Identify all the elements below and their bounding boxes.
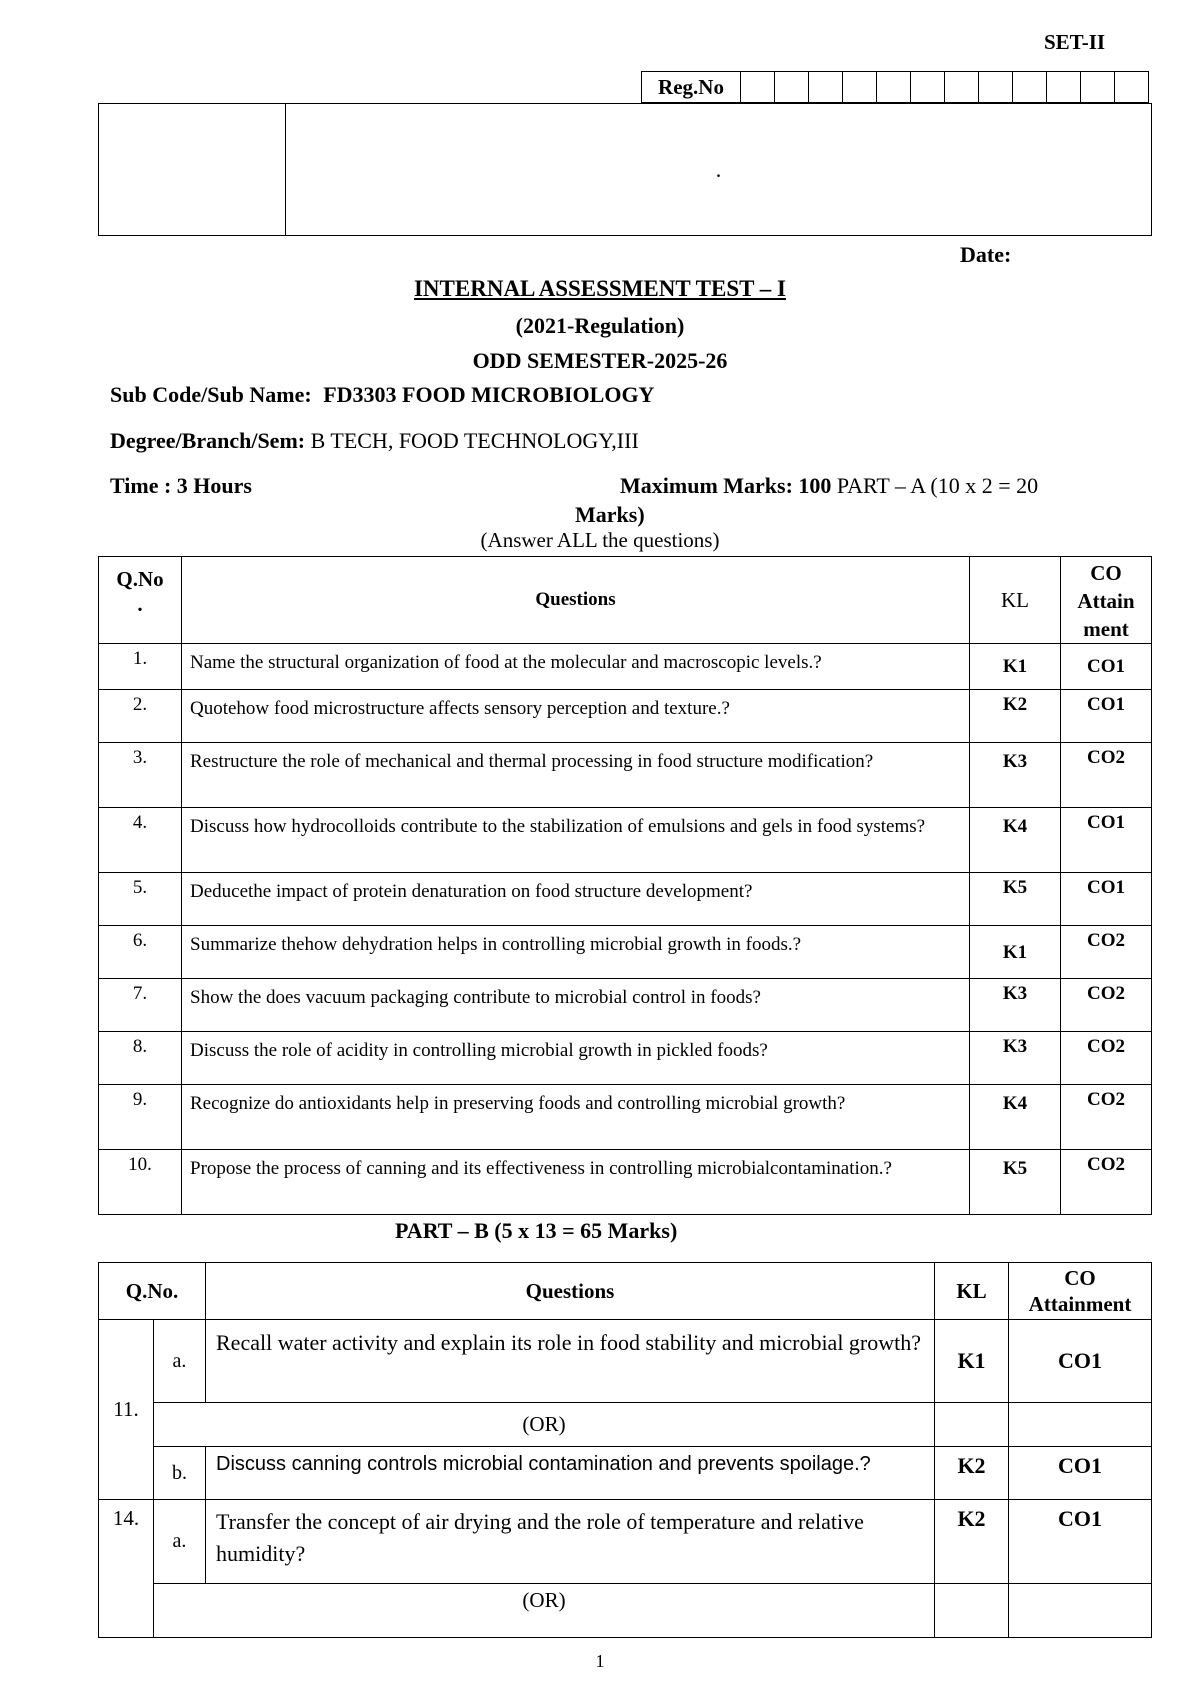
b-question-number: 11. (99, 1320, 154, 1500)
question-text: Name the structural organization of food at the molecular and macroscopic levels.? (182, 644, 970, 690)
question-text: Show the does vacuum packaging contribute to microbial control in foods? (182, 979, 970, 1032)
question-text: Discuss how hydrocolloids contribute to the stabilization of emulsions and gels in food systems? (182, 808, 970, 873)
question-text: Restructure the role of mechanical and thermal processing in food structure modification? (182, 743, 970, 808)
or-divider: (OR) (154, 1403, 935, 1447)
question-kl: K3 (970, 979, 1061, 1032)
table-row (99, 1500, 1152, 1584)
reg-digit-box[interactable] (1081, 72, 1115, 103)
degree-value: B TECH, FOOD TECHNOLOGY,III (310, 428, 639, 453)
or-kl-empty (935, 1403, 1009, 1447)
question-kl: K1 (970, 644, 1061, 690)
reg-digit-box[interactable] (1047, 72, 1081, 103)
sub-code-line (110, 382, 654, 408)
reg-digit-box[interactable] (1013, 72, 1047, 103)
reg-digit-box[interactable] (775, 72, 809, 103)
time-label: Time : 3 Hours (110, 473, 252, 498)
reg-digit-box[interactable] (741, 72, 775, 103)
reg-digit-box[interactable] (945, 72, 979, 103)
b-header-co-line1: CO (1064, 1266, 1096, 1290)
question-number: 1. (99, 644, 182, 690)
reg-no-table (641, 71, 1149, 103)
reg-no-label: Reg.No (642, 72, 741, 103)
question-number: 2. (99, 690, 182, 743)
question-kl: K5 (970, 873, 1061, 926)
or-co-empty (1009, 1403, 1152, 1447)
question-number: 9. (99, 1085, 182, 1150)
header-kl: KL (970, 557, 1061, 644)
sub-label: Sub Code/Sub Name: (110, 382, 312, 407)
header-qno-dot: . (137, 592, 143, 616)
question-number: 10. (99, 1150, 182, 1215)
answer-all: (Answer ALL the questions) (480, 528, 720, 552)
b-question-kl: K2 (935, 1500, 1009, 1584)
b-header-questions: Questions (206, 1263, 935, 1320)
table-row (99, 1447, 1152, 1500)
b-question-co: CO1 (1009, 1320, 1152, 1403)
reg-digit-box[interactable] (911, 72, 945, 103)
question-text: Quotehow food microstructure affects sensory perception and texture.? (182, 690, 970, 743)
header-box (98, 103, 1152, 236)
question-kl: K2 (970, 690, 1061, 743)
table-row (99, 1150, 1152, 1215)
question-co: CO1 (1061, 690, 1152, 743)
question-number: 8. (99, 1032, 182, 1085)
question-kl: K5 (970, 1150, 1061, 1215)
or-divider: (OR) (154, 1584, 935, 1638)
part-b-label: PART – B (5 x 13 = 65 Marks) (395, 1218, 678, 1243)
question-text: Summarize thehow dehydration helps in controlling microbial growth in foods.? (182, 926, 970, 979)
semester: ODD SEMESTER-2025-26 (472, 348, 728, 373)
b-header-qno: Q.No. (99, 1263, 206, 1320)
degree-label: Degree/Branch/Sem: (110, 428, 306, 453)
question-kl: K4 (970, 1085, 1061, 1150)
header-qno (99, 557, 182, 644)
set-label: SET-II (1044, 30, 1106, 54)
question-co: CO1 (1061, 808, 1152, 873)
reg-digit-box[interactable] (843, 72, 877, 103)
question-co: CO2 (1061, 1032, 1152, 1085)
question-number: 4. (99, 808, 182, 873)
b-header-kl: KL (935, 1263, 1009, 1320)
header-co (1061, 557, 1152, 644)
sub-value: FD3303 FOOD MICROBIOLOGY (323, 382, 655, 407)
table-row (99, 1085, 1152, 1150)
question-kl: K3 (970, 743, 1061, 808)
question-kl: K4 (970, 808, 1061, 873)
regulation: (2021-Regulation) (515, 313, 685, 338)
header-co-line3: ment (1083, 617, 1129, 641)
table-row (99, 690, 1152, 743)
part-a-table (98, 556, 1152, 1215)
question-co: CO2 (1061, 926, 1152, 979)
max-marks: Maximum Marks: 100 (620, 473, 832, 498)
reg-digit-box[interactable] (877, 72, 911, 103)
question-number: 3. (99, 743, 182, 808)
question-co: CO2 (1061, 743, 1152, 808)
question-number: 7. (99, 979, 182, 1032)
b-header-co-line2: Attainment (1028, 1292, 1132, 1316)
question-number: 5. (99, 873, 182, 926)
marks-line (620, 473, 1038, 499)
table-row (99, 808, 1152, 873)
b-question-number: 14. (99, 1500, 154, 1638)
degree-line (110, 428, 639, 454)
logo-cell (99, 104, 286, 236)
b-question-co: CO1 (1009, 1500, 1152, 1584)
table-row (99, 1032, 1152, 1085)
question-kl: K1 (970, 926, 1061, 979)
table-row (99, 743, 1152, 808)
or-co-empty (1009, 1584, 1152, 1638)
question-co: CO2 (1061, 1150, 1152, 1215)
b-header-co (1009, 1263, 1152, 1320)
question-co: CO1 (1061, 644, 1152, 690)
question-co: CO1 (1061, 873, 1152, 926)
table-row (99, 873, 1152, 926)
question-number: 6. (99, 926, 182, 979)
b-sub-label: b. (154, 1447, 206, 1500)
b-question-co: CO1 (1009, 1447, 1152, 1500)
header-co-line1: CO (1090, 561, 1122, 585)
header-co-line2: Attain (1077, 589, 1135, 613)
table-row (99, 644, 1152, 690)
question-text: Deducethe impact of protein denaturation on food structure development? (182, 873, 970, 926)
question-kl: K3 (970, 1032, 1061, 1085)
page-number: 1 (595, 1651, 605, 1671)
or-kl-empty (935, 1584, 1009, 1638)
header-qno-text: Q.No (116, 567, 164, 591)
question-text: Discuss the role of acidity in controlling microbial growth in pickled foods? (182, 1032, 970, 1085)
institution-text: . (715, 156, 722, 182)
question-text: Propose the process of canning and its effectiveness in controlling microbialcontamination.? (182, 1150, 970, 1215)
header-questions: Questions (182, 557, 970, 644)
b-question-text: Recall water activity and explain its role in food stability and microbial growth? (206, 1320, 935, 1403)
question-text: Recognize do antioxidants help in preserving foods and controlling microbial growth? (182, 1085, 970, 1150)
b-question-kl: K2 (935, 1447, 1009, 1500)
table-row (99, 979, 1152, 1032)
date-label: Date: (960, 242, 1012, 267)
b-question-text: Discuss canning controls microbial contamination and prevents spoilage.? (206, 1447, 935, 1500)
question-co: CO2 (1061, 979, 1152, 1032)
part-b-table (98, 1262, 1152, 1638)
question-co: CO2 (1061, 1085, 1152, 1150)
part-a-label: PART – A (10 x 2 = 20 (836, 473, 1039, 498)
reg-digit-box[interactable] (1115, 72, 1149, 103)
table-row (99, 1320, 1152, 1403)
exam-title: INTERNAL ASSESSMENT TEST – I (413, 276, 786, 301)
reg-digit-box[interactable] (809, 72, 843, 103)
b-question-kl: K1 (935, 1320, 1009, 1403)
b-sub-label: a. (154, 1320, 206, 1403)
reg-digit-box[interactable] (979, 72, 1013, 103)
b-sub-label: a. (154, 1500, 206, 1584)
table-row (99, 926, 1152, 979)
part-a-marks: Marks) (575, 502, 645, 527)
b-question-text: Transfer the concept of air drying and the role of temperature and relative humidity? (206, 1500, 935, 1584)
institution-cell (286, 104, 1152, 236)
